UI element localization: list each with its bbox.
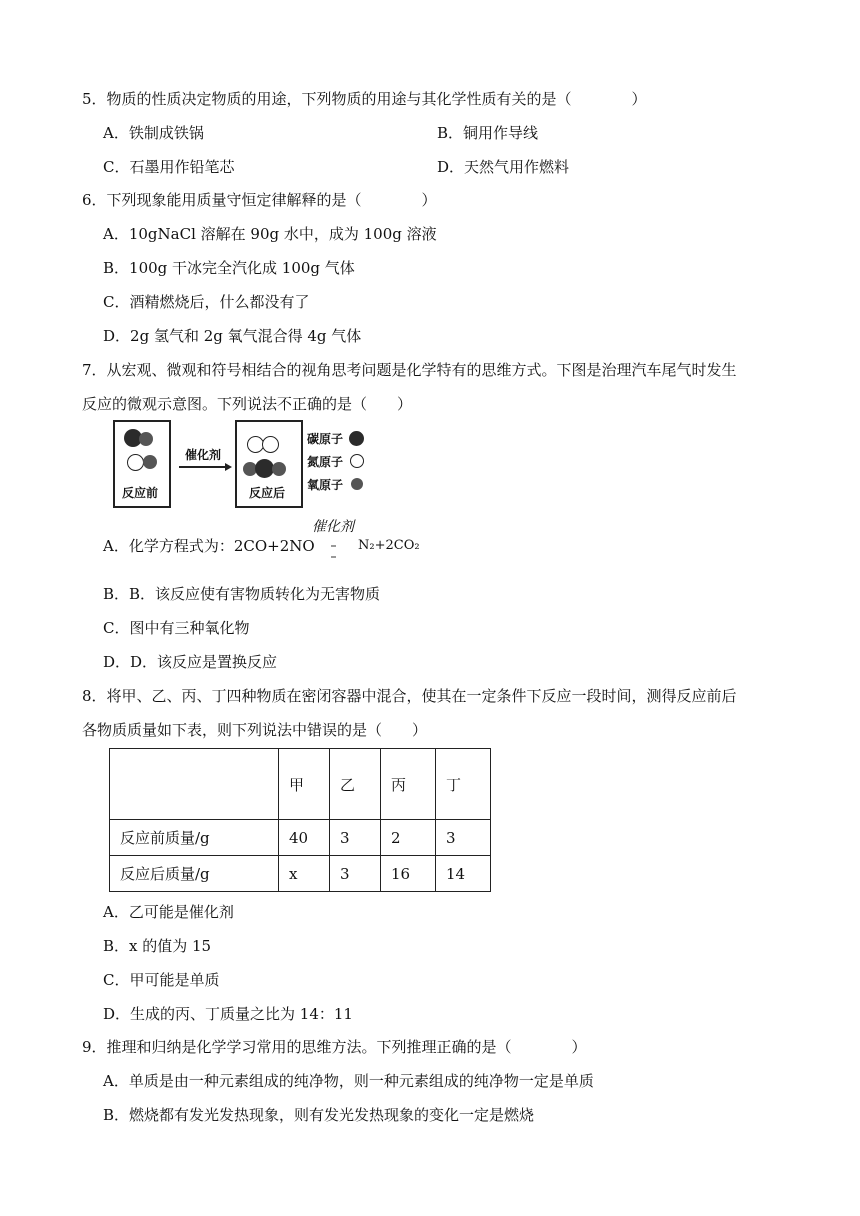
table-header-cell: 甲 <box>279 749 330 820</box>
before-box <box>113 420 171 508</box>
catalyst-condition: 催化剂 <box>312 519 354 535</box>
q8-stem-line1: 8．将甲、乙、丙、丁四种物质在密闭容器中混合，使其在一定条件下反应一段时间，测得反应前后 <box>82 687 737 705</box>
legend-nitrogen-label: 氮原子 <box>307 455 344 469</box>
table-cell: x <box>279 856 330 892</box>
q5-option-d: D．天然气用作燃料 <box>437 158 570 176</box>
q6-option-c: C．酒精燃烧后，什么都没有了 <box>103 293 310 311</box>
table-row <box>110 856 491 892</box>
q5-option-b: B．铜用作导线 <box>437 124 539 142</box>
legend-oxygen-icon <box>351 478 363 490</box>
table-cell: 3 <box>436 820 491 856</box>
q7-stem-line2: 反应的微观示意图。下列说法不正确的是（ ） <box>82 395 413 413</box>
table-row <box>110 820 491 856</box>
after-box <box>235 420 303 508</box>
q5-option-a: A．铁制成铁锅 <box>103 124 204 142</box>
q9-option-b: B．燃烧都有发光发热现象，则有发光发热现象的变化一定是燃烧 <box>103 1106 535 1124</box>
q5-stem: 5．物质的性质决定物质的用途，下列物质的用途与其化学性质有关的是（ ） <box>82 90 647 108</box>
q8-option-d: D．生成的丙、丁质量之比为 14：11 <box>103 1005 353 1023</box>
table-header-row <box>110 749 491 820</box>
table-header-cell: 丁 <box>436 749 491 820</box>
q6-stem: 6．下列现象能用质量守恒定律解释的是（ ） <box>82 191 437 209</box>
q5-option-c: C．石墨用作铅笔芯 <box>103 158 235 176</box>
table-cell: 14 <box>436 856 491 892</box>
q7-option-c: C．图中有三种氧化物 <box>103 619 250 637</box>
oxygen-atom <box>143 455 157 469</box>
q6-option-d: D．2g 氢气和 2g 氧气混合得 4g 气体 <box>103 327 362 345</box>
mass-table <box>109 748 491 892</box>
q7-stem-line1: 7．从宏观、微观和符号相结合的视角思考问题是化学特有的思维方式。下图是治理汽车尾气时发生 <box>82 361 737 379</box>
q7-option-b: B．B．该反应使有害物质转化为无害物质 <box>103 585 381 603</box>
table-cell: 40 <box>279 820 330 856</box>
q6-option-a: A．10gNaCl 溶解在 90g 水中，成为 100g 溶液 <box>103 225 437 243</box>
q8-option-c: C．甲可能是单质 <box>103 971 220 989</box>
legend-oxygen-label: 氧原子 <box>307 478 344 492</box>
oxygen-atom <box>272 462 286 476</box>
table-cell: 反应后质量/g <box>110 856 279 892</box>
q7-option-a-prefix: A．化学方程式为：2CO+2NO <box>103 537 315 555</box>
table-cell: 反应前质量/g <box>110 820 279 856</box>
legend-carbon-icon <box>349 431 364 446</box>
nitrogen-atom <box>262 436 279 453</box>
q8-option-b: B．x 的值为 15 <box>103 937 212 955</box>
q8-stem-line2: 各物质质量如下表，则下列说法中错误的是（ ） <box>82 721 428 739</box>
after-label: 反应后 <box>249 486 286 500</box>
reaction-diagram <box>113 420 373 510</box>
arrow-label: 催化剂 <box>185 448 222 462</box>
q9-option-a: A．单质是由一种元素组成的纯净物，则一种元素组成的纯净物一定是单质 <box>103 1072 594 1090</box>
q8-option-a: A．乙可能是催化剂 <box>103 903 234 921</box>
q6-option-b: B．100g 干冰完全汽化成 100g 气体 <box>103 259 355 277</box>
nitrogen-atom <box>127 454 144 471</box>
q7-option-a-suffix: N₂+2CO₂ <box>358 538 420 553</box>
table-cell: 2 <box>381 820 436 856</box>
arrow-icon <box>177 462 233 472</box>
table-cell: 3 <box>330 820 381 856</box>
q9-stem: 9．推理和归纳是化学学习常用的思维方法。下列推理正确的是（ ） <box>82 1038 587 1056</box>
table-header-cell: 丙 <box>381 749 436 820</box>
table-header-cell: 乙 <box>330 749 381 820</box>
q7-option-d: D．D．该反应是置换反应 <box>103 653 278 671</box>
table-cell: 16 <box>381 856 436 892</box>
legend-nitrogen-icon <box>350 454 364 468</box>
table-cell: 3 <box>330 856 381 892</box>
equation-marker-icon <box>328 538 340 562</box>
oxygen-atom <box>139 432 153 446</box>
legend-carbon-label: 碳原子 <box>307 432 344 446</box>
before-label: 反应前 <box>122 486 159 500</box>
table-header-cell <box>110 749 279 820</box>
